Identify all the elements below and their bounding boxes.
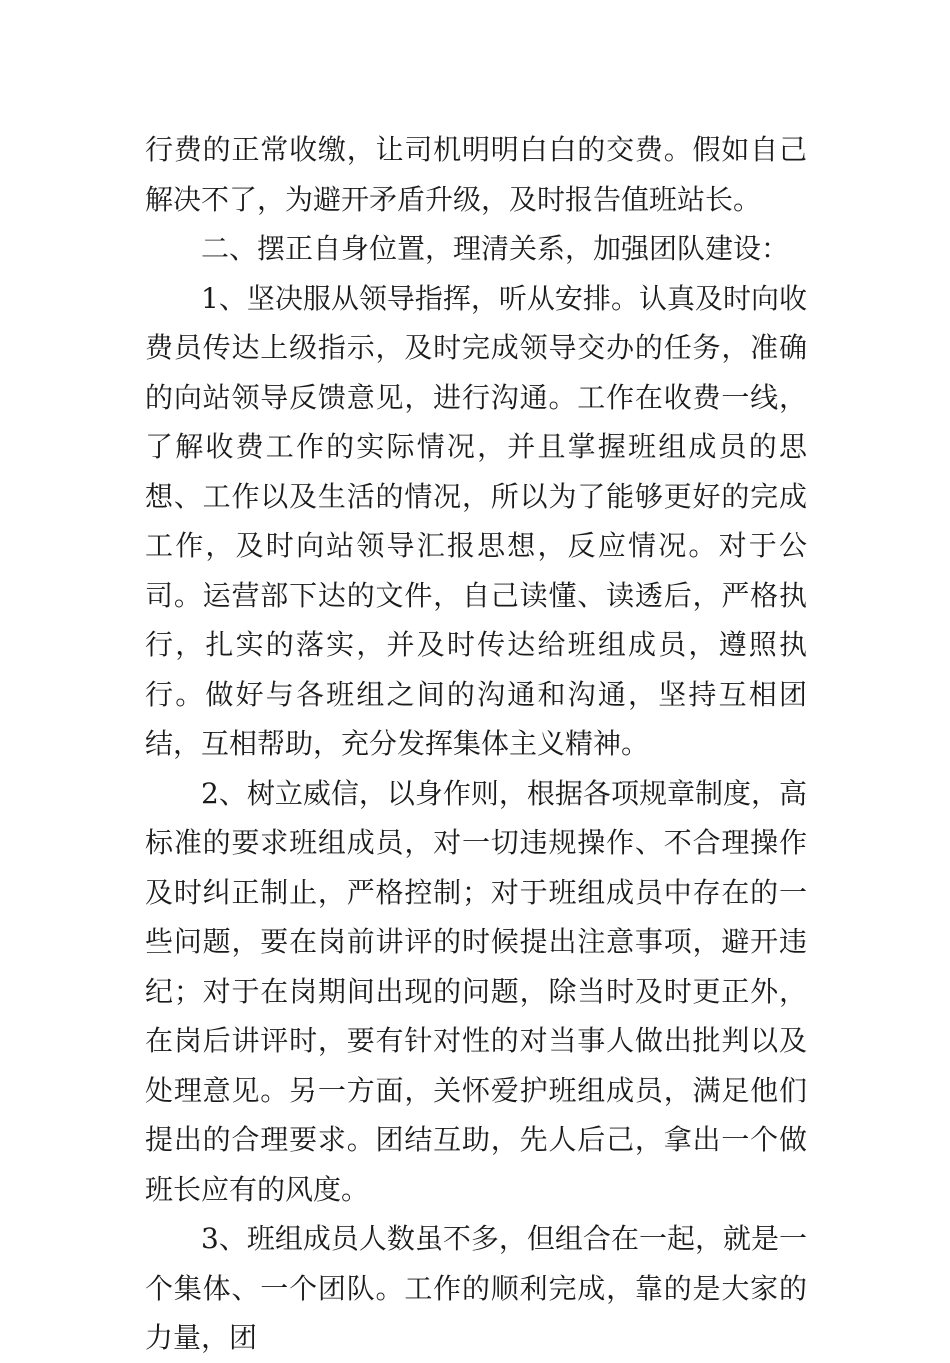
document-body [145,125,807,1363]
paragraph-item-1: 1、坚决服从领导指挥，听从安排。认真及时向收费员传达上级指示，及时完成领导交办的任务，准确的向站领导反馈意见，进行沟通。工作在收费一线，了解收费工作的实际情况，并且掌握班组成员的思想、工作以及生活的情况，所以为了能够更好的完成工作，及时向站领导汇报思想，反应情况。对于公司。运营部下达的文件，自己读懂、读透后，严格执行，扎实的落实，并及时传达给班组成员，遵照执行。做好与各班组之间的沟通和沟通，坚持互相团结，互相帮助，充分发挥集体主义精神。 [145,281,807,760]
paragraph-continuation: 行费的正常收缴，让司机明明白白的交费。假如自己解决不了，为避开矛盾升级，及时报告值班站长。 [145,133,807,216]
paragraph-item-3: 3、班组成员人数虽不多，但组合在一起，就是一个集体、一个团队。工作的顺利完成，靠的是大家的力量，团 [145,1222,807,1354]
section-heading-2: 二、摆正自身位置，理清关系，加强团队建设： [201,232,790,265]
paragraph-item-2: 2、树立威信，以身作则，根据各项规章制度，高标准的要求班组成员，对一切违规操作、不合理操作及时纠正制止，严格控制；对于班组成员中存在的一些问题，要在岗前讲评的时候提出注意事项，避开违纪；对于在岗期间出现的问题，除当时及时更正外，在岗后讲评时，要有针对性的对当事人做出批判以及处理意见。另一方面，关怀爱护班组成员，满足他们提出的合理要求。团结互助，先人后己，拿出一个做班长应有的风度。 [145,776,807,1206]
